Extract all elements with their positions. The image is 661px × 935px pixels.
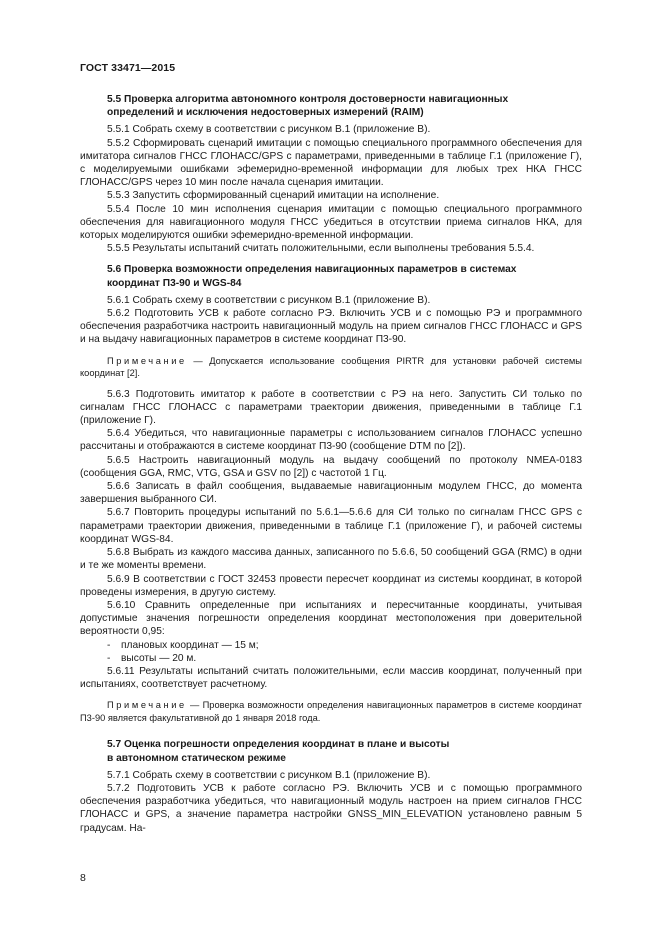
paragraph-5-7-2: 5.7.2 Подготовить УСВ к работе согласно РЭ. Включить УСВ и с помощью программного обеспечения разработчика убедиться, что навигационный модуль настроен на прием сигналов ГНСС ГЛОНАСС и GPS, а значение параметра настройки GNSS_MIN_ELEVATION установлено равным 5 градусам. На- <box>80 782 582 834</box>
list-dash: - <box>107 652 111 664</box>
paragraph-5-6-4: 5.6.4 Убедиться, что навигационные параметры с использованием сигналов ГЛОНАСС успешно рассчитаны и отображаются в системе координат П3-90 (сообщение DTM по [2]). <box>80 428 582 453</box>
section-5-6-title-line1: 5.6 Проверка возможности определения навигационных параметров в системах <box>107 264 517 276</box>
paragraph-5-6-6: 5.6.6 Записать в файл сообщения, выдаваемые навигационным модулем ГНСС, до момента завершения выбранного СИ. <box>80 481 582 506</box>
paragraph-5-5-4: 5.5.4 После 10 мин исполнения сценария имитации с помощью специального программного обеспечения для навигационного модуля ГНСС убедиться в отсутствии приема сигналов НКА, для которых моделируются ошибки эфемеридно-временной информации. <box>80 203 582 242</box>
note-text: — Проверка возможности определения навигационных параметров в системе координат П3-90 является факультативной до 1 января 2018 года. <box>80 700 582 723</box>
section-5-7-title-line2: в автономном статическом режиме <box>107 752 286 764</box>
paragraph-5-6-3: 5.6.3 Подготовить имитатор к работе в соответствии с РЭ на него. Запустить СИ только по сигналам ГНСС ГЛОНАСС с параметрами траектории движения, приведенными в таблице Г.1 (приложение Г). <box>80 388 582 427</box>
note-pirtr <box>80 355 582 380</box>
paragraph-5-6-5: 5.6.5 Настроить навигационный модуль на выдачу сообщений по протоколу NMEA-0183 (сообщения GGA, RMC, VTG, GSA и GSV по [2]) с частотой 1 Гц. <box>80 454 582 479</box>
paragraph-5-6-11: 5.6.11 Результаты испытаний считать положительными, если массив координат, полученный при испытаниях, соответствует расчетному. <box>80 665 582 691</box>
section-5-7-title-line1: 5.7 Оценка погрешности определения координат в плане и высоты <box>107 739 450 751</box>
note-label: Примечание <box>107 700 187 711</box>
note-text: — Допускается использование сообщения PIRTR для установки рабочей системы координат [2]. <box>80 355 582 379</box>
paragraph-5-5-2: 5.5.2 Сформировать сценарий имитации с помощью специального программного обеспечения для имитатора сигналов ГНСС ГЛОНАСС/GPS с параметрами, приведенными в таблице Г.1 (приложение Г), с моделируемыми ошибками эфемеридно-временной информации для любых трех НКА ГНСС ГЛОНАСС/GPS через 10 мин после начала сценария имитации. <box>80 137 582 189</box>
paragraph-5-6-7: 5.6.7 Повторить процедуры испытаний по 5.6.1—5.6.6 для СИ только по сигналам ГНСС GPS с параметрами траектории движения, приведенными в таблице Г.1 (приложение Г), и рабочей системы координат WGS-84. <box>80 507 582 545</box>
list-item <box>80 652 582 665</box>
page-number: 8 <box>80 872 86 884</box>
list-dash: - <box>107 639 111 651</box>
note-pz90 <box>80 699 582 724</box>
section-5-6-title-line2: координат П3-90 и WGS-84 <box>107 277 242 289</box>
list-item <box>80 639 582 652</box>
paragraph-5-6-10: 5.6.10 Сравнить определенные при испытаниях и пересчитанные координаты, учитывая допустимые значения погрешности определения координат местоположения при доверительной вероятности 0,95: <box>80 599 582 638</box>
list-item-text: высоты — 20 м. <box>121 652 197 664</box>
note-label: Примечание <box>107 355 187 366</box>
paragraph-5-5-5: 5.5.5 Результаты испытаний считать положительными, если выполнены требования 5.5.4. <box>107 243 535 255</box>
section-5-5-title-line1: 5.5 Проверка алгоритма автономного контроля достоверности навигационных <box>107 94 509 105</box>
paragraph-5-6-8: 5.6.8 Выбрать из каждого массива данных, записанного по 5.6.6, 50 сообщений GGA (RMC) в одни и те же моменты времени. <box>80 547 582 572</box>
list-item-text: плановых координат — 15 м; <box>121 639 259 651</box>
paragraph-5-5-3: 5.5.3 Запустить сформированный сценарий имитации на исполнение. <box>107 190 440 202</box>
document-header: ГОСТ 33471—2015 <box>80 62 176 74</box>
paragraph-5-5-1: 5.5.1 Собрать схему в соответствии с рисунком В.1 (приложение В). <box>107 124 431 136</box>
document-body <box>80 93 582 835</box>
section-5-5-title-line2: определений и исключения недостоверных измерений (RAIM) <box>107 107 424 119</box>
paragraph-5-6-2: 5.6.2 Подготовить УСВ к работе согласно РЭ. Включить УСВ и с помощью РЭ и программного обеспечения разработчика настроить навигационный модуль на прием сигналов ГНСС ГЛОНАСС и GPS и на выдачу навигационных параметров в системе координат П3-90. <box>80 308 582 346</box>
paragraph-5-6-9: 5.6.9 В соответствии с ГОСТ 32453 провести пересчет координат из системы координат, в которой проведены измерения, в другую систему. <box>80 573 582 598</box>
paragraph-5-7-1: 5.7.1 Собрать схему в соответствии с рисунком В.1 (приложение В). <box>107 769 431 781</box>
paragraph-5-6-1: 5.6.1 Собрать схему в соответствии с рисунком В.1 (приложение В). <box>107 294 431 306</box>
